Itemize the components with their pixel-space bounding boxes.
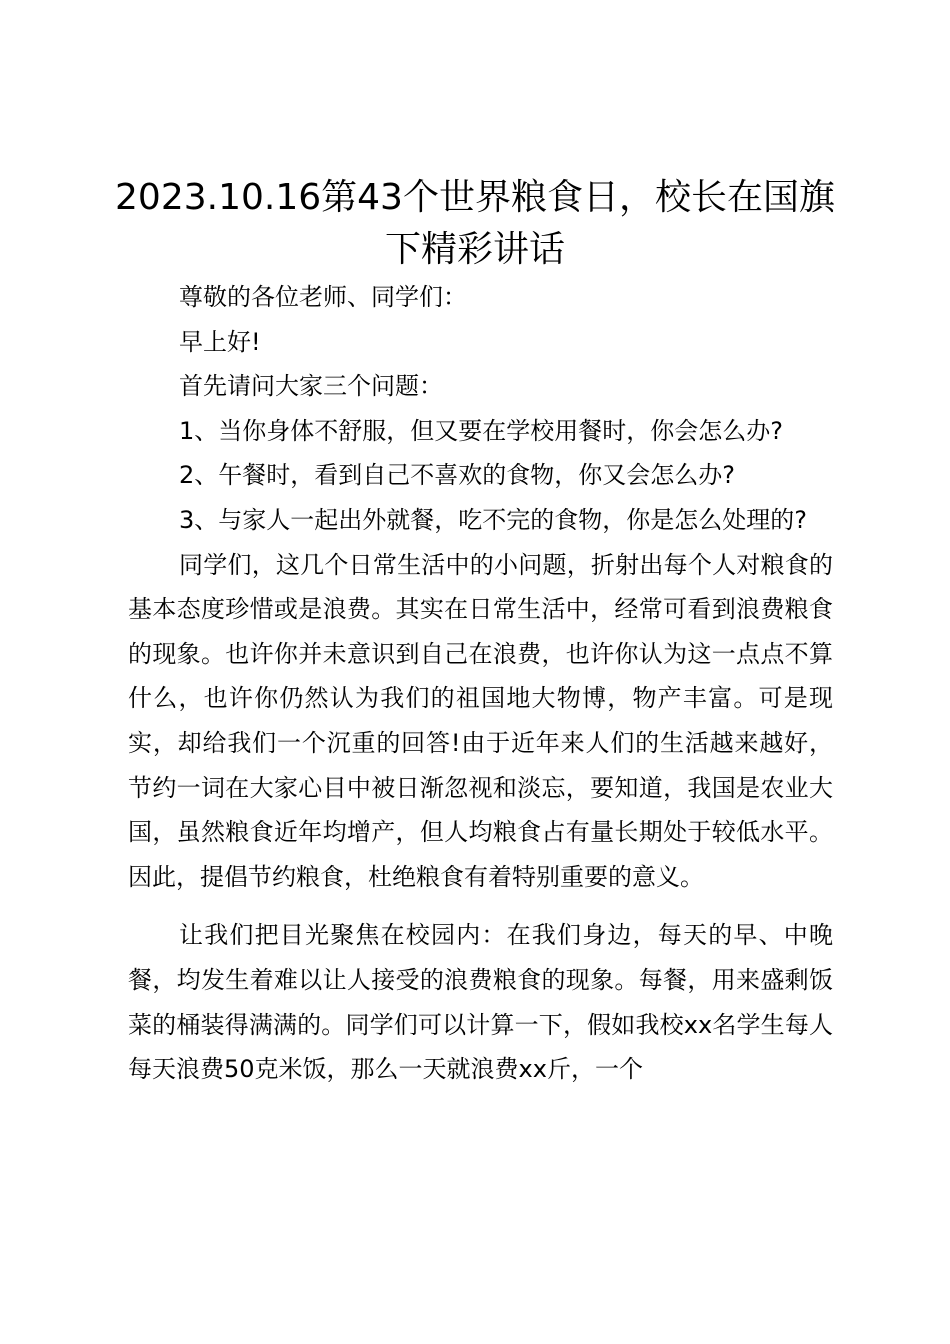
paragraph-reflection: 同学们，这几个日常生活中的小问题，折射出每个人对粮食的基本态度珍惜或是浪费。其实在日常生活中，经常可看到浪费粮食的现象。也许你并未意识到自己在浪费，也许你认为这一点点不算什么，也许你仍然认为我们的祖国地大物博，物产丰富。可是现实，却给我们一个沉重的回答!由于近年来人们的生活越来越好，节约一词在大家心目中被日渐忽视和淡忘，要知道，我国是农业大国，虽然粮食近年均增产，但人均粮食占有量长期处于较低水平。因此，提倡节约粮食，杜绝粮食有着特别重要的意义。 bbox=[128, 550, 833, 891]
paragraph-questions-intro: 首先请问大家三个问题： bbox=[179, 372, 443, 401]
paragraph-question-3: 3、与家人一起出外就餐，吃不完的食物，你是怎么处理的? bbox=[179, 505, 808, 534]
document-title: 2023.10.16第43个世界粮食日，校长在国旗下精彩讲话 bbox=[115, 177, 835, 270]
paragraph-question-1: 1、当你身体不舒服，但又要在学校用餐时，你会怎么办? bbox=[179, 416, 784, 445]
paragraph-campus-waste: 让我们把目光聚焦在校园内：在我们身边，每天的早、中晚餐，均发生着难以让人接受的浪费粮食的现象。每餐，用来盛剩饭菜的桶装得满满的。同学们可以计算一下，假如我校xx名学生每人每天浪费50克米饭，那么一天就浪费xx斤，一个 bbox=[128, 921, 833, 1084]
paragraph-good-morning: 早上好! bbox=[179, 327, 261, 356]
document-body bbox=[128, 275, 833, 1092]
paragraph-question-2: 2、午餐时，看到自己不喜欢的食物，你又会怎么办? bbox=[179, 461, 736, 490]
paragraph-greeting: 尊敬的各位老师、同学们： bbox=[179, 283, 467, 311]
